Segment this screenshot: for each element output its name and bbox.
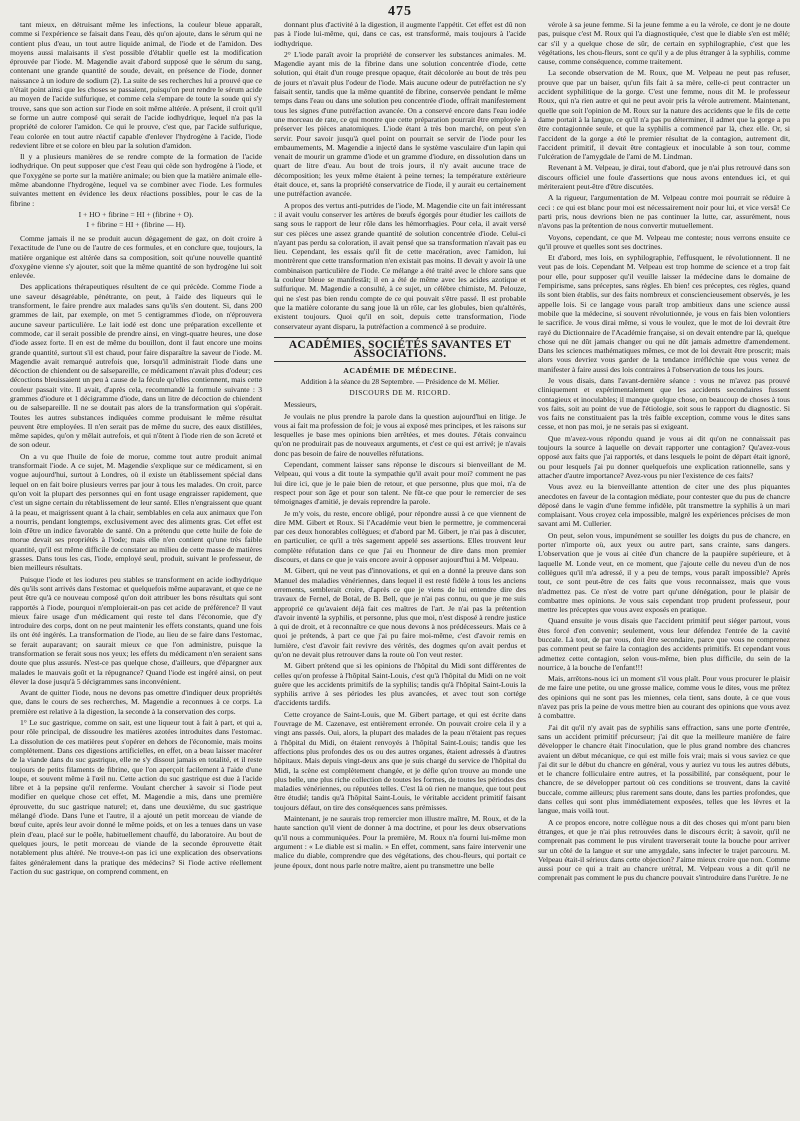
speaker-heading: DISCOURS DE M. RICORD. (349, 387, 451, 397)
paragraph: Puisque l'iode et les iodures peu stables se transforment en acide iodhydrique dès qu'ils sont arrivés dans l'estomac et quelquefois même auparavant, et que ce ne peut être qu'à ce nouveau composé qu'on doit attribuer les bons résultats qui sont rapportés à l'iode, pourquoi n'emploierait-on pas cet acide de préférence? Il vaut mieux faire usage d'un médicament qui reste tel dans l'économie, que d'y introduire des corps, dont on ne peut maintenir les effets constants, quand une fois ils ont été ingérés. La transformation de l'iode, au lieu de se faire dans l'estomac, se ferait auparavant; on saurait mieux ce que l'on administre, puisque la transformation se ferait sous nos yeux; les effets du médicament n'en seraient sans doute que plus assurés. N'est-ce pas quelque chose, d'ailleurs, que d'épargner aux malades le mauvais goût et la répugnance? Quand l'iode est ingéré ainsi, on peut élever la dose jusqu'à 5 décigrammes sans inconvénient. (10, 574, 262, 686)
paragraph: M. Gibert, qui ne veut pas d'innovations, et qui en a donné la preuve dans son Manuel des maladies vénériennes, dans lequel il est resté fidèle à tous les anciens errements, semblerait croire, d'après ce que je viens de lui entendre dire des travaux de Fernel, de Botal, de B. Bell, que je n'ai pas connu, ou que je me suis approprié ce qu'avaient déjà fait ces maîtres de l'art. Je n'ai pas la prétention d'avoir inventé la syphilis, et personne, plus que moi, n'est disposé à rendre justice à qui de droit, et à reconnaître ce que nous devons à nos prédécesseurs. Mais ce à quoi je prétends, à part ce que j'ai pu faire moi-même, c'est d'avoir remis en lumière, c'est d'avoir fait revivre des vérités, des dogmes qu'on avait perdus et qu'on ne devait plus retrouver dans la route où l'on veut rester. (274, 566, 526, 659)
column-middle (274, 20, 526, 1118)
paragraph: Maintenant, je ne saurais trop remercier mon illustre maître, M. Roux, et de la haute sanction qu'il vient de donner à ma doctrine, et pour les deux observations qu'il nous a communiquées. Pour la première, M. Roux n'a fourni lui-même mon argument : « Le diable est si malin. » En effet, comment, sans faire intervenir une malice du diable, comprendre que des végétations, des chou-fleurs, qui portait ce jeune époux, dont nous parle notre maître, aient pu transmettre une belle (274, 814, 526, 870)
text-columns (10, 20, 790, 1118)
section-divider (274, 361, 526, 362)
paragraph: Cependant, comment laisser sans réponse le discours si bienveillant de M. Velpeau, qui vous a dit toute la sympathie qu'il avait pour moi? comment ne pas lui dire ici, que je le paie bien de retour, et que personne, plus que moi, n'a de respect pour son âge et pour son talent. Ne fût-ce que pour le remercier de ses témoignages d'amitié, je devais reprendre la parole. (274, 460, 526, 507)
paragraph: Cette croyance de Saint-Louis, que M. Gibert partage, et qui est écrite dans l'ouvrage de M. Cazenave, est entièrement erronée. On pouvait croire cela il y a vingt ans passés. Oui, alors, la plupart des malades de la peau n'étaient pas reçues à l'hôpital du Midi, on étaient renvoyés à l'hôpital Saint-Louis; tandis que les affections plus profondes des os ou des autres organes, étaient adressés à d'autres hôpitaux. Mais depuis vingt-deux ans que je suis chargé du service de l'hôpital du Midi, la scène est complètement changée, et je défie qu'on trouve au monde une plus belle, une plus riche collection de toutes les formes, de toutes les périodes des maladies vénériennes, ou réputées telles. C'est là où rien ne manque, que tout peut être étudié; tandis qu'à l'hôpital Saint-Louis, le véritable accident primitif faisant toujours défaut, on tire des conséquences sans prémisses. (274, 709, 526, 812)
paragraph: tant mieux, en détruisant même les infections, la couleur bleue apparaît, comme si l'expérience se faisait dans l'eau, dès qu'on ajoute, dans le sérum qui ne contient plus d'eau, un tout autre liquide animal, de l'iode et de l'amidon. Des moyens aussi malaisants il s'est possible d'établir quelle est la modification éprouvée par l'iode. M. Magendie avait d'abord supposé que le sérum du sang, contenant une grande quantité de soude, devait, en présence de l'iode, donner naissance à un iodure de sodium (2). La suite de ses recherches lui a prouvé que ce n'était point ainsi que les choses se passaient, puisqu'on peut rendre le sérum acide au moyen de l'acide sulfurique, et comme cela s'empare de toute la soude qui s'y trouve, sans que son action sur l'iode en soit même altérée. A présent, il croit qu'il se forme un autre composé qui serait de l'acide iodhydrique, lequel n'a pas la propriété de colorer l'amidon. Ce qui le prouve, c'est que, par l'acide sulfurique, l'eau colorée en tout autre réactif capable d'enlever l'hydrogène à l'acide, l'iode redevient libre et se colore en bleu par la solution d'amidon. (10, 20, 262, 150)
formula-line: I + HO + fibrine = HI + (fibrine + O). (78, 209, 194, 219)
paragraph: Je vous disais, dans l'avant-dernière séance : vous ne m'avez pas prouvé cliniquement et expérimentalement que les accidents secondaires fussent contagieux et inoculables; il manque quelque chose, on beaucoup de choses à tous vos faits, soit au point de vue de l'étiologie, soit sous le rapport du diagnostic. Si vos faits ne constituaient pas la très faible exception, comme vous le dites sans cesse, et non pas moi, je ne serais pas si exigeant. (538, 375, 790, 432)
paragraph: Des applications thérapeutiques résultent de ce qui précède. Comme l'iode a une saveur désagréable, pénétrante, on peut, à l'aide des liqueurs qui le transforment, le faire prendre aux malades sans qu'ils s'en doutent. Si, dans 200 grammes de lait, par exemple, on met 5 centigrammes d'iode, on n'éprouvera aucune saveur particulière. Le lait iodé est donc une préparation excellente et commode, car il serait possible de prendre ainsi, en vingt-quatre heures, une dose d'iode assez forte. Il en est de même du bouillon, dont il faut encore une moins grande quantité, surtout s'il est chaud, pour faire disparaître la saveur de l'iode. M. Magendie avait remarqué autrefois que, lorsqu'il administrait l'iode dans une décoction de chiendent ou de salsepareille, ce médicament n'avait plus d'odeur; ces décoctions bleuissaient un peu à cause de la fécule qu'elles contiennent, mais cette couleur passait vite. Il avait, d'après cela, recommandé la formule suivante : 3 grammes d'iodure et 1 décigramme d'iode, dans un litre de décoction de chiendent ou de salsepareille. Il ne se doutait pas alors de la transformation qui s'opérait. Toutes les autres substances indiquées comme produisant le même résultat peuvent être employées. Il n'en serait pas de même du sucre, des eaux distillées, même sapides, qu'on y mêlait autrefois, et qui n'ôtent à l'iode rien de son âcreté et de son odeur. (10, 282, 262, 450)
paragraph: On a vu que l'huile de foie de morue, comme tout autre produit animal transformait l'iode. A ce sujet, M. Magendie s'explique sur ce médicament, si en vogue aujourd'hui, surtout à Londres, où il existe un établissement spécial dans lequel on en fait boire plusieurs verres par jour à tous les malades. On croit, parce qu'on voit la plupart des personnes qui en font usage engraisser rapidement, que c'est un signe certain du rétablissement de leur santé. Elles n'engraissent que quant à la peau, et maigrissent quant à la chair, semblables en cela aux animaux que l'on a nourris, pendant longtemps, exclusivement avec des aliments gras. Cet effet est loin d'être un indice favorable de santé. On a prétendu que cette huile de foie de morue devait ses propriétés à l'iode; mais elle n'en contient qu'une très faible quantité, qu'il est même difficile de constater au milieu de cette masse de matières grasses. Dans tous les cas, l'iode, employé seul, produit, suivant le professeur, de bien meilleurs résultats. (10, 451, 262, 573)
academy-heading: ACADÉMIE DE MÉDECINE. (343, 366, 457, 376)
paragraph: donnant plus d'activité à la digestion, il augmente l'appétit. Cet effet est dû non pas à l'iode lui-même, qui, dans ce cas, est transformé, mais toujours à l'acide iodhydrique. (274, 20, 526, 48)
paragraph: 1° Le suc gastrique, comme on sait, est une liqueur tout à fait à part, et qui a, pour rôle principal, de dissoudre les matières azotées introduites dans l'estomac. La dissolution de ces matières peut s'opérer en dehors de l'économie, mais moins complètement. Dans ces digestions artificielles, en effet, on a beau laisser macérer de la viande dans du suc gastrique, elle ne s'y dissout jamais en totalité, et il reste toujours de petits filaments de fibrine, que l'on aperçoit facilement à l'aide d'une loupe, et souvent même à l'œil nu. Cette action du suc gastrique est due à l'acide libre et à la pepsine qu'il renferme. Voulant chercher à savoir si l'iode peut modifier en quelque chose cet effet, M. Magendie a mis, dans une première éprouvette, du suc gastrique naturel; et, dans une deuxième, du suc gastrique mélangé d'iode. Dans l'une et l'autre, il a ajouté un petit morceau de viande de bœuf cuite, après leur avoir donné le même poids, et on les a tenues dans un vase plein d'eau, placé sur le poêle, habituellement chauffé, du laboratoire. Au bout de quelques jours, le petit morceau de viande de la seconde éprouvette était notablement plus altéré. Ne trouve-t-on pas ici une explication des observations faites généralement dans la pratique des médecins? Si l'iode active réellement l'action du suc gastrique, on comprend comment, en (10, 718, 262, 876)
column-left (10, 20, 262, 1118)
column-right (538, 20, 790, 1118)
section-divider (274, 337, 526, 338)
paragraph: Il y a plusieurs manières de se rendre compte de la formation de l'acide iodhydrique. On peut supposer que c'est l'eau qui cède son hydrogène à l'iode, et que l'oxygène se porte sur la matière animale; ou bien que la matière animale elle-même abandonne l'hydrogène, lequel va se combiner avec l'iode. Les formules suivantes mettent en évidence les deux réactions possibles, pour le cas de la fibrine : (10, 152, 262, 208)
session-line: Addition à la séance du 28 Septembre. — Présidence de M. Mélier. (300, 376, 500, 386)
paragraph: La seconde observation de M. Roux, que M. Velpeau ne peut pas refuser, prouve que par un baiser, qu'un fils fait à sa mère, celle-ci peut contracter un accident syphilitique de la gorge. C'est une femme, nous dit M. le professeur Roux, qui n'a rien autre et qui ne peut avoir pris la vérole autrement. Maintenant, quelle que soit l'opinion de M. Roux sur la nature des accidents que le fils de cette dame portait à la langue, ce qu'il n'a pas pu déterminer, il admet que la gorge a pu être contagionnée seule, et que la syphilis a commencé par là, chez elle. Or, si l'accident de la gorge a été le premier résultat de la contagion, autrement dit, l'accident primitif, il devait être contagieux et inoculable à son tour, comme l'ulcération de l'amygdale de l'ami de M. Lindman. (538, 68, 790, 162)
paragraph: vérole à sa jeune femme. Si la jeune femme a eu la vérole, ce dont je ne doute pas, puisque c'est M. Roux qui l'a diagnostiquée, c'est que le diable s'en est mêlé; car s'il y a quelque chose de sûr, de certain en syphilographie, c'est que les végétations, les chou-fleurs, sont ce qu'il y a de plus étranger à la syphilis, comme cause, comme conséquence, comme traitement. (538, 20, 790, 67)
paragraph: M. Gibert prétend que si les opinions de l'hôpital du Midi sont différentes de celles qu'on professe à l'hôpital Saint-Louis, c'est qu'à l'hôpital du Midi on ne voit guère que les accidents primitifs de la syphilis; tandis qu'à l'hôpital Saint-Louis la syphilis arrive à ses périodes les plus avancées, et avec tout son cortége d'accidents tardifs. (274, 661, 526, 708)
paragraph: 2° L'iode paraît avoir la propriété de conserver les substances animales. M. Magendie ayant mis de la fibrine dans une solution concentrée d'iode, cette solution, qui était d'un rouge presque opaque, était décolorée au bout de très peu de jours et n'avait plus l'odeur de l'iode. Mais aucune odeur de putréfaction ne s'y faisait sentir, tandis que la même quantité de fibrine, conservée pendant le même temps dans l'eau ou dans une solution peu concentrée d'iode, offrait manifestement tous les signes d'une putréfaction avancée. On a conservé encore dans l'eau iodée une morceau de rate, ce qui montre que cette préparation pourrait être employée à préserver les pièces anatomiques. L'iode étant à très bon marché, on peut s'en servir. Pour savoir jusqu'à quel point on pourrait se servir de l'iode pour les embaumements, M. Magendie a injecté dans le système vasculaire d'un lapin qui venait de mourir un gramme d'iode et un gramme d'iodure, en dissolution dans un quart de litre d'eau. Au bout de trois jours, il n'y avait aucune trace de décomposition; les yeux même étaient à peine ternes; la température extérieure était douce, et, sans la propriété conservatrice de l'iode, il y aurait eu certainement une putréfaction avancée. (274, 49, 526, 199)
section-title: ACADÉMIES, SOCIÉTÉS SAVANTES ET ASSOCIATIONS. (288, 338, 512, 361)
paragraph: Voyons, cependant, ce que M. Velpeau me conteste; nous verrons ensuite ce qu'il prouve et quelles sont ses doctrines. (538, 232, 790, 251)
paragraph: Je voulais ne plus prendre la parole dans la question aujourd'hui en litige. Je vous ai fait ma profession de foi; je vous ai exposé mes principes, et les raisons sur lesquelles je base mes opinions bien arrêtées, et mes doutes. J'étais convaincu qu'on ne produirait pas de nouveaux arguments, et c'est ce qui est arrivé; je n'avais donc pas besoin de faire de nouvelles réfutations. (274, 411, 526, 458)
paragraph: J'ai dit qu'il n'y avait pas de syphilis sans effraction, sans une porte d'entrée, sans un accident primitif précurseur; j'ai dit que la meilleure manière de faire développer le chancre était l'inoculation, que le plus grand nombre des chancres avaient un début mécanique, ce qui est mille fois vrai; mais si vous saviez ce que j'ai dit sur le début du chancre en général, vous y auriez vu tous les autres débuts, et le chancre folliculaire entre autres, et la possibilité, par conséquent, pour le chancre, de se développer partout où ces conditions se trouvent, dans la cavité buccale, comme ailleurs; plus rarement sans doute, dans les parties profondes, que dans celles qui sont plus immédiatement exposées, telles que les lèvres et la langue, mais voilà tout. (538, 722, 790, 816)
paragraph: Et d'abord, mes lois, en syphilographie, l'effusquent, le révolutionnent. Il ne veut pas de lois. Cependant M. Velpeau est trop homme de science et a trop fait pour elle, pour supposer qu'il veuille laisser la médecine dans le domaine de l'empirisme, sans préceptes, sans règles. Eh bien! ces préceptes, ces règles, quand ils sont bien établis, sur des faits nombreux et consciencieusement observés, je les appelle lois. Si ce langage vous paraît trop ambitieux dans une science aussi mobile que la médecine, si souvent révolutionnée, je vous en fais bien volontiers le sacrifice. Je vous dirai même, si vous le voulez, que le mot de loi devrait être rayé du Dictionnaire de l'Académie française, si on devait entendre par là, quelque chose qui ne dût jamais changer ou qui ne dût jamais admettre d'amendement. Dans les sciences mathématiques mêmes, ce mot de loi devrait être proscrit; mais alors vous devriez vous garder de la tendance irréfléchie que vous venez de manifester à faire aussi des lois contraires à l'observation de tous les jours. (538, 253, 790, 374)
paragraph: On peut, selon vous, impunément se souiller les doigts du pus de chancre, en porter n'importe où, aux yeux ou autre part, sans crainte, sans dangers. L'observation que je vous ai citée d'un chancre de la paupière supérieure, et à laquelle M. Londe veut, en ce moment, que j'ajoute celle du neveu d'un de nos collègues qu'il m'a adressé, il y a peu de temps, vous paraît impossible? Après tout, ce sont peut-être de ces faits que vous reconnaissez, mais que vous n'admettez pas. Ce n'est de votre part qu'une dénégation, pour le plaisir de combattre mes opinions. Je vous sais cependant trop prudent professeur, pour mettre les préceptes que vous avez exposés en pratique. (538, 530, 790, 615)
paragraph: Je m'y vois, du reste, encore obligé, pour répondre aussi à ce que viennent de dire MM. Gibert et Roux. Si l'Académie veut bien le permettre, je commencerai par ces deux honorables collègues; et d'abord par M. Gibert, je n'ai pas à discuter, en particulier, ce qu'il a très sagement appelé ses assertions. Elles trouvent leur complète réfutation dans ce que j'ai eu l'honneur de dire dans mon premier discours, et dans ce que je vais encore avoir à opposer aujourd'hui à M. Velpeau. (274, 508, 526, 565)
formula-line: I + fibrine = HI + (fibrine — H). (86, 219, 186, 229)
paragraph: Comme jamais il ne se produit aucun dégagement de gaz, on doit croire à l'exactitude de l'une ou de l'autre de ces formules, et en conclure que, toujours, la matière organique est altérée dans sa composition, soit qu'une nouvelle quantité d'oxygène vienne s'y ajouter, soit que la même quantité de son hydrogène lui soit enlevée. (10, 233, 262, 281)
page-number: 475 (388, 4, 412, 19)
paragraph: A la rigueur, l'argumentation de M. Velpeau contre moi pourrait se réduire à ceci : ce qui est blanc pour moi est nécessairement noir pour lui, et vice versâ! Ce parti pris, nous devrions bien ne pas continuer la lutte, car, assurément, nous n'avons pas la prétention de nous convertir mutuellement. (538, 193, 790, 231)
chemical-formulas (10, 210, 262, 230)
paragraph: Vous avez eu la bienveillante attention de citer une des plus piquantes anecdotes en faveur de la contagion médiate, pour contester que du pus de chancre déposé dans le vagin d'une femme infidèle, pût transmettre la syphilis à un mari complaisant. Vous croyez cela impossible, malgré les expériences précises de mon savant ami M. Cullerier. (538, 482, 790, 529)
paragraph: A ce propos encore, notre collègue nous a dit des choses qui m'ont paru bien étranges, et que je n'ai plus retrouvées dans le discours écrit; à savoir, qu'il ne comprenait pas comment le pus virulent traverserait toute la bouche pour arriver sur un côté de la langue et sur une amygdale, sans infecter le trajet parcouru. M. Velpeau était-il sérieux dans cette objection? J'aime mieux croire que non. Comme aussi pour ce qui a trait au chancre urétral, M. Velpeau vous a dit qu'il ne comprenait pas comment le pus du chancre pouvait s'introduire dans l'urètre. Je ne (538, 817, 790, 883)
paragraph: Revenant à M. Velpeau, je dirai, tout d'abord, que je n'ai plus retrouvé dans son discours officiel une foule d'assertions que nous avons entendues ici, et qui mériteraient peut-être d'être discutées. (538, 163, 790, 192)
paragraph: A propos des vertus anti-putrides de l'iode, M. Magendie cite un fait intéressant : il avait voulu conserver les artères de bœufs égorgés pour étudier les caillots de sang sous le rapport de leur rôle dans les hémorrhagies. Pour cela, il avait versé sur ces pièces une assez grande quantité de solution concentrée d'iode. Celui-ci n'ayant pas perdu sa coloration, il avait pensé que sa transformation n'avait pas eu lieu. Cependant, les essais qu'il fit de cette macération, avec l'amidon, lui montrèrent que cette transformation n'en existait pas moins. Il devait y avoir là une combinaison particulière de l'iode. Ce mélange a été traité avec le chlore sans que la couleur bleue se manifestât; il en a été de même avec les acides azotique et sulfurique. M. Magendie a consulté, à ce sujet, un célèbre chimiste, M. Pelouze, qui ne s'est pas bien rendu compte de ce qui pouvait s'être passé. Il est probable que la matière colorante du sang joue là un rôle, car les globules, bien qu'altérés, existent toujours. Quoi qu'il en soit, depuis cette transformation, l'iode conservateur ayant disparu, la putréfaction a commencé à se produire. (274, 200, 526, 331)
paragraph: Avant de quitter l'iode, nous ne devons pas omettre d'indiquer deux propriétés que, dans le cours de ses recherches, M. Magendie a reconnues à ce corps. La première est relative à la digestion, la seconde à la conservation des corps. (10, 688, 262, 716)
paragraph: Mais, arrêtons-nous ici un moment s'il vous plaît. Pour vous procurer le plaisir de me faire une petite, ou une grosse malice, comme vous le dites, vous me prêtez des opinions qui ne sont pas les miennes, cela tient, sans doute, à ce que vous n'avez pas pris la peine de vous mettre bien au courant des opinions que vous avez à combattre. (538, 674, 790, 721)
paragraph: Que m'avez-vous répondu quand je vous ai dit qu'on ne connaissait pas toujours la source à laquelle on devait rapporter une contagion? Qu'avez-vous opposé aux faits que j'ai rapportés, et dans lesquels le point de départ était ignoré, ou pour lesquels j'ai pu donner quelquefois une explication rationnelle, sans y attacher d'autre importance? Avez-vous pu nier l'existence de ces faits? (538, 433, 790, 480)
paragraph: Messieurs, (284, 400, 317, 410)
paragraph: Quand ensuite je vous disais que l'accident primitif peut siéger partout, vous êtes forcé d'en convenir; seulement, vous leur défendez l'entrée de la cavité buccale. Là tout, de par vous, doit être secondaire, parce que vous ne comprenez pas comment peut se faire la contagion des accidents primitifs. Et cependant vous admettez cette contagion, selon vous-même, bien plus difficile, du sein de la nourrice, à la bouche de l'enfant!!! (538, 616, 790, 672)
